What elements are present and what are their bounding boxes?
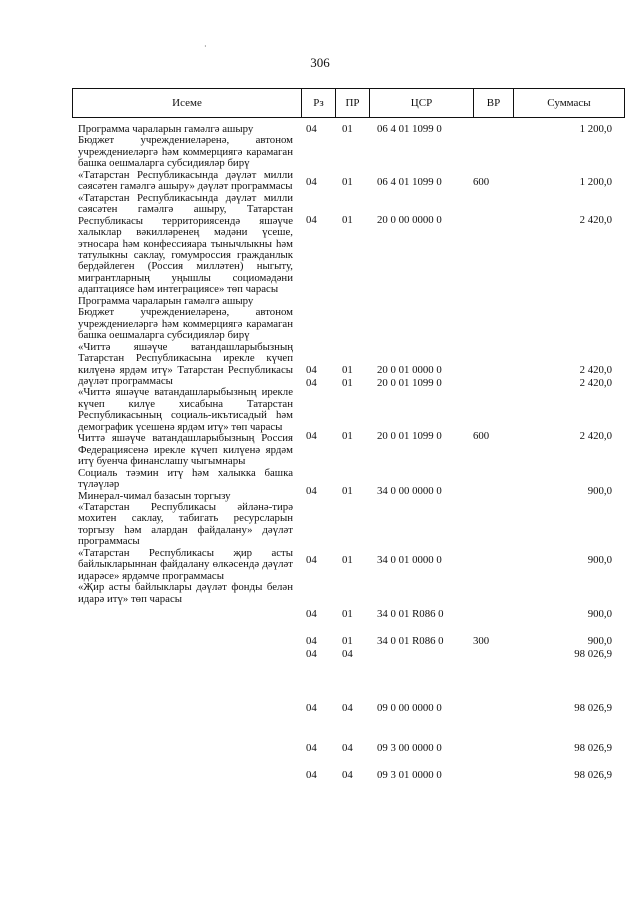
row-name: «Татарстан Республикасы җир асты байлыкларыннан файдалану өлкәсендә дәүләт идарәсе» ярдәмче программасы <box>78 546 293 582</box>
row-pr: 01 <box>342 430 353 442</box>
row-csr: 34 0 00 0000 0 <box>377 485 442 497</box>
row-sum: 2 420,0 <box>579 377 612 389</box>
row-csr: 06 4 01 1099 0 <box>377 123 442 135</box>
row-csr: 06 4 01 1099 0 <box>377 176 442 188</box>
header-csr: ЦСР <box>369 89 473 117</box>
row-name: Программа чараларын гамәлгә ашыру <box>78 123 254 135</box>
row-name: Бюджет учреждениеләренә, автоном учреждениеләргә һәм коммерциягә карамаган башка оешмаларга субсидияләр бирү <box>78 134 293 170</box>
row-name: Бюджет учреждениеләренә, автоном учреждениеләргә һәм коммерциягә карамаган башка оешмаларга субсидияләр бирү <box>78 306 293 342</box>
row-pr: 04 <box>342 769 353 781</box>
row-rz: 04 <box>306 485 317 497</box>
row-name: «Татарстан Республикасында дәүләт милли сәясәтен гамәлгә ашыру, Татарстан Республикасы территориясендә яшәүче халыклар вәкилләренең мәдәни үсеше, этносара һәм конфессияара тынычлыкны һәм татулыкны саклау, гомумроссия гражданлык бердәйлеген (Россия милләтен) ныгыту, мигрантларның уңышлы социомәдәни адаптациясе һәм интеграциясе» төп чарасы <box>78 191 293 296</box>
row-csr: 20 0 01 1099 0 <box>377 377 442 389</box>
row-name: Минерал-чимал базасын торгызу <box>78 489 231 502</box>
row-csr: 20 0 01 1099 0 <box>377 430 442 442</box>
row-sum: 900,0 <box>587 635 612 647</box>
row-sum: 2 420,0 <box>579 364 612 376</box>
row-csr: 34 0 01 R086 0 <box>377 608 444 620</box>
row-pr: 04 <box>342 648 353 660</box>
row-sum: 98 026,9 <box>574 648 612 660</box>
row-rz: 04 <box>306 176 317 188</box>
row-vr: 300 <box>473 635 490 647</box>
row-sum: 900,0 <box>587 608 612 620</box>
row-sum: 98 026,9 <box>574 742 612 754</box>
page-number: 306 <box>310 55 330 70</box>
row-name: «Татарстан Республикасында дәүләт милли сәясәтен гамәлгә ашыру» дәүләт программасы <box>78 168 293 193</box>
row-sum: 2 420,0 <box>579 430 612 442</box>
row-vr: 600 <box>473 430 490 442</box>
header-pr: ПР <box>335 89 369 117</box>
row-sum: 900,0 <box>587 554 612 566</box>
row-pr: 01 <box>342 377 353 389</box>
row-rz: 04 <box>306 742 317 754</box>
row-csr: 34 0 01 R086 0 <box>377 635 444 647</box>
row-pr: 01 <box>342 554 353 566</box>
row-csr: 20 0 00 0000 0 <box>377 214 442 226</box>
scan-speck: · <box>204 42 207 51</box>
row-rz: 04 <box>306 214 317 226</box>
row-name: Программа чараларын гамәлгә ашыру <box>78 294 254 307</box>
row-name: «Татарстан Республикасы әйләнә-тирә мохитен саклау, табигать ресурсларын торгызу һәм алардан файдалану» дәүләт программасы <box>78 500 293 548</box>
row-sum: 1 200,0 <box>579 176 612 188</box>
row-rz: 04 <box>306 554 317 566</box>
row-sum: 1 200,0 <box>579 123 612 135</box>
row-pr: 01 <box>342 123 353 135</box>
row-csr: 34 0 01 0000 0 <box>377 554 442 566</box>
row-rz: 04 <box>306 123 317 135</box>
row-rz: 04 <box>306 635 317 647</box>
row-name: Социаль тәэмин итү һәм халыкка башка түләүләр <box>78 466 293 491</box>
row-rz: 04 <box>306 377 317 389</box>
row-vr: 600 <box>473 176 490 188</box>
row-rz: 04 <box>306 364 317 376</box>
header-vr: ВР <box>473 89 513 117</box>
row-csr: 09 0 00 0000 0 <box>377 702 442 714</box>
row-rz: 04 <box>306 769 317 781</box>
row-pr: 01 <box>342 176 353 188</box>
row-rz: 04 <box>306 430 317 442</box>
row-pr: 01 <box>342 214 353 226</box>
header-sum: Суммасы <box>513 89 624 117</box>
row-pr: 04 <box>342 702 353 714</box>
row-name: «Җир асты байлыклары дәүләт фонды белән идарә итү» төп чарасы <box>78 581 293 605</box>
header-rz: Рз <box>301 89 335 117</box>
row-sum: 2 420,0 <box>579 214 612 226</box>
row-rz: 04 <box>306 702 317 714</box>
row-rz: 04 <box>306 648 317 660</box>
row-pr: 04 <box>342 742 353 754</box>
row-sum: 98 026,9 <box>574 702 612 714</box>
row-csr: 09 3 01 0000 0 <box>377 769 442 781</box>
row-pr: 01 <box>342 485 353 497</box>
row-sum: 900,0 <box>587 485 612 497</box>
row-csr: 09 3 00 0000 0 <box>377 742 442 754</box>
row-name: «Читтә яшәүче ватандашларыбызның ирекле күчеп килүе хисабына Татарстан Республикасының социаль-икътисадый һәм демографик үсешенә ярдәм итү» төп чарасы <box>78 386 293 433</box>
row-sum: 98 026,9 <box>574 769 612 781</box>
row-pr: 01 <box>342 608 353 620</box>
row-name: «Читтә яшәүче ватандашларыбызның Татарстан Республикасына ирекле күчеп килүенә ярдәм итү» Татарстан Республикасы дәүләт программасы <box>78 340 293 387</box>
header-name: Исеме <box>172 97 202 109</box>
row-rz: 04 <box>306 608 317 620</box>
row-pr: 01 <box>342 635 353 647</box>
row-csr: 20 0 01 0000 0 <box>377 364 442 376</box>
row-pr: 01 <box>342 364 353 376</box>
row-name: Читтә яшәүче ватандашларыбызның Россия Федерациясенә ирекле күчеп килүенә ярдәм итү буенча финанслашу чыгымнары <box>78 432 293 468</box>
